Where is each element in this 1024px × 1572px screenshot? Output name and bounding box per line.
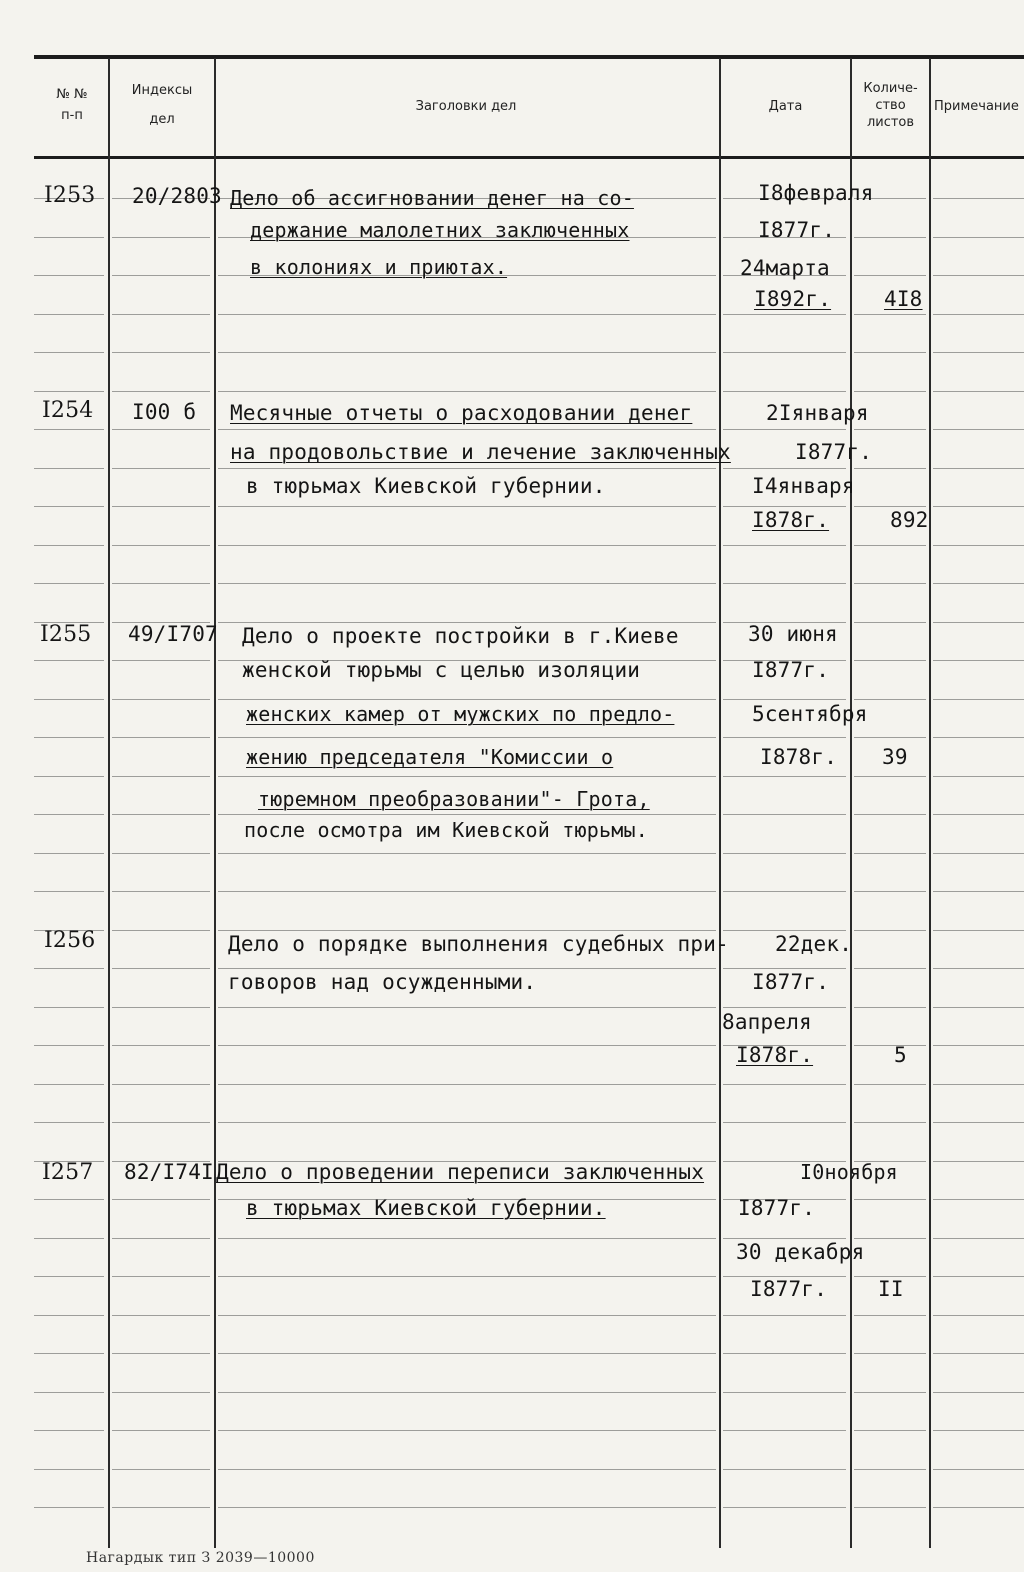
ruled-line: [112, 468, 210, 469]
record-date-line: I877г.: [758, 218, 836, 242]
ruled-line: [933, 1084, 1024, 1085]
record-date-line: 30 июня: [748, 622, 838, 646]
ruled-line: [723, 1430, 846, 1431]
ruled-line: [723, 1084, 846, 1085]
ruled-line: [218, 699, 716, 700]
ruled-line: [854, 583, 926, 584]
record-date-line: I877г.: [795, 440, 873, 464]
ruled-line: [723, 1507, 846, 1508]
ruled-line: [933, 1315, 1024, 1316]
ruled-line: [218, 1469, 716, 1470]
record-sheet-count: II: [878, 1277, 904, 1301]
ruled-line: [34, 545, 104, 546]
ruled-line: [218, 429, 716, 430]
ruled-line: [218, 1084, 716, 1085]
ruled-line: [34, 737, 104, 738]
ruled-line: [34, 237, 104, 238]
ruled-line: [854, 1469, 926, 1470]
ruled-line: [34, 506, 104, 507]
ruled-line: [218, 891, 716, 892]
ruled-line: [933, 1199, 1024, 1200]
ruled-line: [854, 545, 926, 546]
ruled-line: [933, 198, 1024, 199]
ruled-line: [933, 1161, 1024, 1162]
ruled-line: [933, 1353, 1024, 1354]
ruled-line: [34, 968, 104, 969]
ruled-line: [112, 545, 210, 546]
ruled-line: [854, 1122, 926, 1123]
ruled-line: [933, 930, 1024, 931]
ruled-line: [34, 853, 104, 854]
ruled-line: [34, 1315, 104, 1316]
ruled-line: [112, 776, 210, 777]
record-title-line: Дело о проведении переписи заключенных: [216, 1160, 705, 1184]
record-number: I255: [40, 622, 92, 647]
ruled-line: [933, 1469, 1024, 1470]
ruled-line: [933, 699, 1024, 700]
ruled-line: [854, 776, 926, 777]
record-sheet-count: 892: [890, 508, 929, 532]
ruled-line: [218, 545, 716, 546]
ruled-line: [34, 814, 104, 815]
ruled-line: [112, 237, 210, 238]
ruled-line: [34, 352, 104, 353]
ruled-line: [933, 1430, 1024, 1431]
ruled-line: [218, 314, 716, 315]
ruled-line: [218, 1122, 716, 1123]
ruled-line: [34, 391, 104, 392]
record-index: 82/I74I: [124, 1160, 214, 1184]
column-divider: [850, 58, 852, 1548]
ruled-line: [218, 1392, 716, 1393]
ruled-line: [34, 1084, 104, 1085]
ruled-line: [933, 583, 1024, 584]
header-col-index: Индексы дел: [131, 83, 193, 127]
ruled-line: [112, 1045, 210, 1046]
ruled-line: [112, 930, 210, 931]
ruled-line: [34, 1353, 104, 1354]
ruled-line: [34, 776, 104, 777]
record-index: 49/I707: [128, 622, 218, 646]
table-top-rule: [34, 55, 1024, 59]
record-sheet-count: 5: [894, 1043, 907, 1067]
ruled-line: [218, 352, 716, 353]
ruled-line: [112, 1430, 210, 1431]
ruled-line: [723, 737, 846, 738]
ruled-line: [933, 853, 1024, 854]
ruled-line: [112, 1507, 210, 1508]
ruled-line: [34, 1199, 104, 1200]
ruled-line: [723, 1238, 846, 1239]
ruled-line: [112, 391, 210, 392]
ruled-line: [723, 468, 846, 469]
ruled-line: [112, 1469, 210, 1470]
ruled-line: [854, 237, 926, 238]
record-title-line: женских камер от мужских по предло-: [246, 702, 675, 726]
ruled-line: [723, 1469, 846, 1470]
ruled-line: [112, 583, 210, 584]
ruled-line: [933, 737, 1024, 738]
record-title-line: Дело о проекте постройки в г.Киеве: [242, 624, 679, 648]
record-title-line: на продовольствие и лечение заключенных: [230, 440, 731, 464]
ruled-line: [34, 275, 104, 276]
ruled-line: [854, 853, 926, 854]
ruled-line: [34, 1507, 104, 1508]
ruled-line: [933, 1238, 1024, 1239]
ruled-line: [218, 1430, 716, 1431]
ruled-line: [723, 1122, 846, 1123]
ruled-line: [218, 968, 716, 969]
ruled-line: [933, 1007, 1024, 1008]
ruled-line: [723, 853, 846, 854]
record-title-line: в колониях и приютах.: [250, 255, 508, 279]
ruled-line: [933, 1507, 1024, 1508]
ruled-line: [854, 814, 926, 815]
ruled-line: [723, 930, 846, 931]
column-divider: [108, 58, 110, 1548]
ruled-line: [723, 1315, 846, 1316]
ruled-line: [112, 1392, 210, 1393]
ruled-line: [723, 968, 846, 969]
ruled-line: [218, 506, 716, 507]
ruled-line: [218, 391, 716, 392]
ruled-line: [218, 1315, 716, 1316]
ruled-line: [112, 1238, 210, 1239]
record-sheet-count: 4I8: [884, 287, 923, 311]
ruled-line: [112, 429, 210, 430]
record-title-line: держание малолетних заключенных: [250, 218, 630, 242]
ruled-line: [112, 737, 210, 738]
record-number: I254: [42, 398, 94, 423]
record-title-line: в тюрьмах Киевской губернии.: [246, 474, 606, 498]
ruled-line: [34, 583, 104, 584]
ruled-line: [34, 1276, 104, 1277]
record-date-line: I878г.: [752, 508, 830, 532]
ruled-line: [854, 737, 926, 738]
record-date-line: I4января: [752, 474, 855, 498]
ruled-line: [723, 352, 846, 353]
ruled-line: [854, 930, 926, 931]
column-divider: [929, 58, 931, 1548]
record-date-line: 2Iянваря: [766, 401, 869, 425]
ruled-line: [723, 891, 846, 892]
ruled-line: [854, 622, 926, 623]
record-number: I256: [44, 928, 96, 953]
ruled-line: [854, 1353, 926, 1354]
ruled-line: [112, 1084, 210, 1085]
record-title-line: Месячные отчеты о расходовании денег: [230, 401, 693, 425]
ruled-line: [218, 1276, 716, 1277]
ruled-line: [218, 930, 716, 931]
record-date-line: 30 декабря: [736, 1240, 865, 1264]
record-date-line: I877г.: [752, 658, 830, 682]
ruled-line: [112, 1007, 210, 1008]
ruled-line: [933, 660, 1024, 661]
ruled-line: [112, 1122, 210, 1123]
ruled-line: [854, 506, 926, 507]
ruled-line: [933, 968, 1024, 969]
ruled-line: [218, 737, 716, 738]
record-date-line: I8февраля: [758, 181, 874, 205]
header-col-date: Дата: [768, 99, 803, 114]
record-sheet-count: 39: [882, 745, 908, 769]
ruled-line: [933, 622, 1024, 623]
ruled-line: [933, 391, 1024, 392]
record-date-line: 8апреля: [722, 1010, 812, 1034]
ruled-line: [933, 429, 1024, 430]
ruled-line: [933, 314, 1024, 315]
ruled-line: [723, 429, 846, 430]
ruled-line: [854, 1507, 926, 1508]
ruled-line: [933, 468, 1024, 469]
record-number: I253: [44, 183, 96, 208]
ruled-line: [854, 699, 926, 700]
header-col-notes: Примечание: [934, 99, 1019, 114]
ruled-line: [218, 814, 716, 815]
ruled-line: [854, 468, 926, 469]
ruled-line: [723, 545, 846, 546]
record-date-line: 22дек.: [775, 932, 853, 956]
ruled-line: [112, 1199, 210, 1200]
ruled-line: [34, 314, 104, 315]
record-date-line: I877г.: [750, 1277, 828, 1301]
ruled-line: [218, 468, 716, 469]
ruled-line: [933, 545, 1024, 546]
ruled-line: [112, 352, 210, 353]
record-date-line: I877г.: [738, 1196, 816, 1220]
ruled-line: [112, 1276, 210, 1277]
ruled-line: [34, 1238, 104, 1239]
ruled-line: [723, 776, 846, 777]
ruled-line: [34, 891, 104, 892]
record-date-line: I878г.: [760, 745, 838, 769]
ruled-line: [723, 583, 846, 584]
record-index: 20/2803: [132, 184, 222, 208]
ruled-line: [854, 275, 926, 276]
ruled-line: [933, 506, 1024, 507]
record-title-line: тюремном преобразовании"- Грота,: [258, 787, 650, 811]
record-number: I257: [42, 1160, 94, 1185]
ruled-line: [854, 968, 926, 969]
ruled-line: [112, 699, 210, 700]
ruled-line: [34, 1045, 104, 1046]
ruled-line: [933, 1392, 1024, 1393]
ruled-line: [854, 1392, 926, 1393]
column-divider: [214, 58, 216, 1548]
ruled-line: [854, 352, 926, 353]
ruled-line: [34, 1469, 104, 1470]
ruled-line: [218, 1007, 716, 1008]
ruled-line: [112, 314, 210, 315]
ruled-line: [34, 1007, 104, 1008]
printer-imprint: Нагардык тип З 2039—10000: [86, 1550, 315, 1566]
record-title-line: после осмотра им Киевской тюрьмы.: [244, 818, 648, 842]
ruled-line: [723, 699, 846, 700]
record-index: I00 б: [132, 400, 197, 424]
ruled-line: [218, 583, 716, 584]
ruled-line: [723, 314, 846, 315]
ruled-line: [112, 660, 210, 661]
ruled-line: [854, 660, 926, 661]
ruled-line: [723, 391, 846, 392]
record-title-line: в тюрьмах Киевской губернии.: [246, 1196, 606, 1220]
ruled-line: [854, 1199, 926, 1200]
ruled-line: [723, 1353, 846, 1354]
ruled-line: [933, 1276, 1024, 1277]
ruled-line: [854, 891, 926, 892]
ruled-line: [933, 776, 1024, 777]
ruled-line: [933, 275, 1024, 276]
ruled-line: [854, 314, 926, 315]
ruled-line: [112, 506, 210, 507]
table-header-rule: [34, 156, 1024, 159]
record-date-line: I892г.: [754, 287, 832, 311]
ruled-line: [218, 1353, 716, 1354]
ruled-line: [218, 853, 716, 854]
ruled-line: [218, 1045, 716, 1046]
header-col-title: Заголовки дел: [415, 99, 517, 114]
ruled-line: [34, 699, 104, 700]
ruled-line: [723, 814, 846, 815]
ruled-line: [854, 1084, 926, 1085]
ruled-line: [34, 660, 104, 661]
ruled-line: [933, 891, 1024, 892]
ruled-line: [34, 468, 104, 469]
ruled-line: [218, 1238, 716, 1239]
ruled-line: [854, 1315, 926, 1316]
record-date-line: 5сентября: [752, 702, 868, 726]
record-date-line: 24марта: [740, 256, 830, 280]
record-title-line: Дело об ассигновании денег на со-: [230, 186, 634, 210]
ruled-line: [34, 1122, 104, 1123]
ruled-line: [854, 429, 926, 430]
record-date-line: I878г.: [736, 1043, 814, 1067]
column-divider: [719, 58, 721, 1548]
ruled-line: [854, 1007, 926, 1008]
record-date-line: I0ноября: [800, 1160, 898, 1184]
ruled-line: [112, 968, 210, 969]
ruled-line: [723, 1392, 846, 1393]
ruled-line: [112, 814, 210, 815]
header-col-number: № № п-п: [56, 87, 88, 123]
ruled-line: [218, 776, 716, 777]
ruled-line: [34, 1430, 104, 1431]
ruled-line: [854, 1430, 926, 1431]
record-title-line: говоров над осужденными.: [228, 970, 537, 994]
ruled-line: [723, 506, 846, 507]
ruled-line: [34, 429, 104, 430]
record-title-line: Дело о порядке выполнения судебных при-: [228, 932, 729, 956]
ruled-line: [854, 1238, 926, 1239]
ruled-line: [854, 1045, 926, 1046]
ruled-line: [34, 1392, 104, 1393]
record-date-line: I877г.: [752, 970, 830, 994]
ruled-line: [218, 622, 716, 623]
ruled-line: [112, 275, 210, 276]
header-col-count: Количе- ство листов: [863, 81, 918, 130]
ruled-line: [112, 853, 210, 854]
record-title-line: женской тюрьмы с целью изоляции: [242, 658, 641, 682]
ruled-line: [933, 352, 1024, 353]
ruled-line: [112, 1353, 210, 1354]
record-title-line: жению председателя "Комиссии о: [246, 745, 614, 769]
ruled-line: [854, 391, 926, 392]
ruled-line: [933, 1045, 1024, 1046]
ruled-line: [933, 1122, 1024, 1123]
ruled-line: [218, 1507, 716, 1508]
ruled-line: [723, 1007, 846, 1008]
ruled-line: [112, 1315, 210, 1316]
ruled-line: [933, 237, 1024, 238]
ruled-line: [112, 891, 210, 892]
ruled-line: [933, 814, 1024, 815]
